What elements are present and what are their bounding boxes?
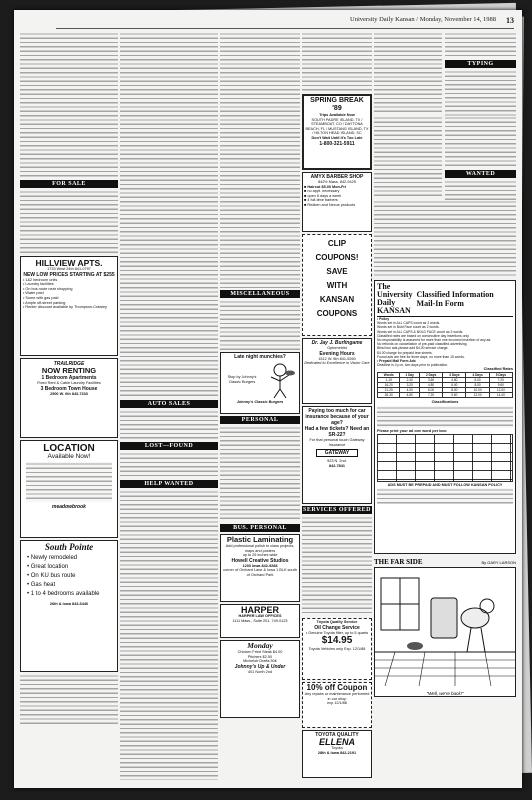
far-side-title: THE FAR SIDE	[374, 558, 423, 566]
hillview-ad	[20, 256, 118, 356]
oil-change-title: Oil Change Service	[314, 624, 360, 631]
section-header-misc: MISCELLANEOUS	[220, 290, 300, 298]
deadline-line: Deadline is 4 p.m. two days prior to publication.	[377, 363, 449, 368]
optometrist-phone: 1512 W. 6th 841-5260	[318, 356, 356, 361]
policy-line: Found ads are free for three days, no more than 15 words.	[377, 354, 465, 359]
optometrist-name: Dr. Jay J. Burlingame	[311, 340, 363, 346]
amyx-item: ■ no appt. necessary	[304, 189, 340, 194]
ellena-phone: 842-2191	[340, 750, 357, 755]
rate-cell: 14.40	[489, 393, 512, 398]
classified-text-block	[374, 32, 442, 112]
section-header-services: SERVICES OFFERED	[303, 507, 371, 513]
spring-break-line: Trips Available Now	[319, 113, 355, 117]
rates-head: 4 Days	[466, 373, 489, 378]
oil-change-sub: • Genuine Toyota filter, up to 5 quarts	[305, 630, 369, 635]
howell-note: corner of Orchard Lane & Iowa 1 BLK south of Orchard Park	[223, 568, 297, 577]
clip-line: COUPONS	[316, 309, 358, 318]
monday-item: Pitchers $2.50	[247, 654, 273, 659]
monday-item: Chicken Fried Steak $4.00	[237, 650, 283, 654]
section-header-personal: PERSONAL	[220, 416, 300, 424]
oil-change-price: $14.95	[321, 635, 353, 647]
rates-head: Words	[378, 373, 400, 378]
location-details	[26, 462, 112, 502]
ellena-logo: ELLENA	[319, 737, 355, 747]
far-side-caption: "Well, we're back!"	[426, 691, 464, 696]
coupon-title: 10% off Coupon	[306, 683, 368, 692]
spring-break-places: SOUTH PADRE ISLAND, TX / STEAMBOAT, CO / DAYTONA BEACH, FL / MUSTANG ISLAND, TX / HILTON HEAD ISLAND, SC	[305, 117, 369, 136]
coupon-exp: exp 12/1/88	[327, 701, 347, 706]
rate-cell: 12.00	[466, 393, 489, 398]
classified-text-block	[20, 32, 118, 178]
toyota-quality-title: TOYOTA QUALITY	[315, 732, 359, 738]
rates-head: 5 Days	[489, 373, 512, 378]
rate-cell: 21-25	[378, 388, 400, 393]
rate-cell: 8.00	[466, 383, 489, 388]
policy-line: Blind box ads-please add $4.00 service charge.	[377, 346, 449, 351]
up-under-logo: Johnny's Up & Under	[234, 663, 286, 670]
ellena-address: 28th & Iowa	[317, 750, 339, 755]
insurance-question: Paying too much for car insurance because of your age?	[305, 408, 369, 426]
classifications-list	[377, 406, 513, 428]
spring-break-cta: Don't Wait Until It's Too Late	[311, 135, 363, 140]
mail-in-address-block	[377, 488, 513, 504]
clip-line: CLIP	[327, 239, 347, 248]
trailridge-ad	[20, 358, 118, 438]
clip-line: COUPONS!	[315, 253, 359, 262]
cartoon-drawing	[375, 568, 515, 686]
kansan-logo: The University Daily KANSAN	[377, 282, 413, 315]
johnnys-logo: Johnny's Classic Burgers	[236, 400, 284, 404]
spring-break-title: SPRING BREAK '89	[310, 97, 364, 112]
classified-text-block	[20, 190, 118, 254]
classified-text-block	[445, 70, 516, 116]
rate-cell: 2.40	[400, 378, 420, 383]
location-ad	[20, 440, 118, 538]
section-header-typing: TYPING	[445, 60, 516, 68]
section-header-wanted: WANTED	[445, 170, 516, 178]
newspaper-page	[14, 10, 522, 788]
hillview-feature: • Water paid	[23, 291, 44, 296]
gateway-phone: 842-7841	[328, 463, 346, 468]
southpointe-ad	[20, 540, 118, 672]
rate-cell: 16-20	[378, 383, 400, 388]
southpointe-item: • Newly remodeled	[27, 555, 78, 561]
section-header-auto-sales: AUTO SALES	[120, 400, 218, 408]
classified-text-block	[445, 32, 516, 58]
ad-entry-prompt: Please print your ad one word per box:	[377, 428, 448, 433]
clip-line: WITH	[326, 281, 348, 290]
spring-break-ad	[302, 94, 372, 170]
rate-cell: 4.80	[400, 393, 420, 398]
section-header-bus-personal: BUS. PERSONAL	[220, 524, 300, 532]
up-under-address: 401 North 2nd	[247, 669, 273, 674]
toyota-brand: Toyota Quality Service	[316, 620, 358, 624]
column-3	[220, 32, 300, 780]
rate-cell: 10.00	[466, 388, 489, 393]
rate-cell: 7.20	[489, 378, 512, 383]
rate-cell: 6.00	[419, 388, 442, 393]
mail-in-title: Classified Information Mail-In Form	[416, 290, 494, 308]
hillview-feature: • Laundry facilities	[23, 282, 54, 287]
clip-line: SAVE	[326, 267, 348, 276]
far-side-cartoon	[374, 567, 516, 697]
southpointe-item: • 1 to 4 bedrooms available	[27, 591, 100, 597]
meadowbrook-logo: meadowbrook	[52, 504, 86, 510]
optometrist-ad	[302, 338, 372, 404]
oil-change-note: Toyota Vehicles only Exp. 12/1/88	[308, 647, 366, 652]
amyx-item: ■ Redken and Nexus products	[304, 202, 356, 207]
monday-title: Monday	[247, 641, 273, 650]
harper-ad	[220, 604, 300, 638]
policy-line: No refunds on cancellation of pre-paid classified advertising.	[377, 342, 468, 347]
trailridge-unit-2: 3 Bedroom Town House	[40, 385, 98, 392]
column-5	[374, 32, 516, 780]
classified-text-block	[302, 516, 372, 616]
section-header-help-wanted: HELP WANTED	[120, 480, 218, 488]
prepaid-line: • Prepaid Mail Form Ads	[377, 359, 416, 364]
amyx-barber-ad	[302, 172, 372, 232]
gateway-address: 923 N. 2nd.	[327, 459, 347, 464]
southpointe-address: 26th & Iowa 843-6446	[49, 602, 89, 606]
classified-text-block	[445, 116, 516, 168]
classified-text-block	[374, 200, 516, 278]
monday-special-ad	[220, 640, 300, 718]
section-header-for-sale: FOR SALE	[20, 180, 118, 188]
southpointe-logo: South Pointe	[44, 542, 94, 552]
classified-text-block	[302, 32, 372, 92]
rate-cell: 3.60	[419, 378, 442, 383]
section-header-lost-found: LOST—FOUND	[120, 442, 218, 450]
southpointe-item: • On KU bus route	[27, 573, 76, 579]
hillview-address: 1733 West 24th 841-0797	[47, 267, 91, 271]
location-subtitle: Available Now!	[47, 453, 91, 460]
classified-text-block	[120, 452, 218, 478]
late-night-title: Late night munchies?	[234, 354, 286, 360]
rate-cell: 26-30	[378, 393, 400, 398]
policy-line: • Policy	[377, 317, 390, 321]
trailridge-unit-1: 1 Bedroom Apartments	[41, 375, 97, 381]
spring-break-phone: 1-800-321-5911	[319, 140, 355, 147]
classified-text-block	[120, 410, 218, 440]
rate-cell: 9.60	[443, 393, 466, 398]
classified-text-block	[445, 180, 516, 200]
amyx-address: 842½ Mass. 842-9425	[318, 180, 356, 184]
laminating-title: Plastic Laminating	[226, 535, 294, 544]
policy-line: Words set in ALL CAPS & BOLD FACE count as 3 words.	[377, 329, 464, 334]
page-number: 13	[506, 16, 514, 25]
mail-in-footer: ADS MUST BE PREPAID AND MUST FOLLOW KANSAN POLICY	[387, 483, 503, 488]
clip-line: KANSAN	[319, 295, 355, 304]
southpointe-item: • Gas heat	[27, 582, 56, 588]
gateway-logo: GATEWAY	[316, 449, 358, 457]
insurance-answer: For that personal touch Gateway Insurance	[309, 438, 365, 447]
rate-cell: 6.00	[466, 378, 489, 383]
policy-line: $4.00 charge for prepaid tear sheets.	[377, 350, 433, 355]
rate-cell: 8.00	[443, 388, 466, 393]
trailridge-unit-1-desc: Fixed Rent & Cable Laundry Facilities	[37, 381, 101, 385]
rate-cell: 7.20	[419, 393, 442, 398]
rates-title: Classified Rates	[483, 367, 513, 372]
classifications-title: Classifications	[431, 400, 459, 405]
policy-line: Words set in ALL CAPS count as 2 words.	[377, 321, 441, 326]
classified-text-block	[220, 32, 300, 288]
howell-address: 1203 Iowa 842-9288	[242, 563, 278, 568]
howell-brand: Howell Creative Studios	[231, 557, 289, 564]
hillview-feature: • 1&2 bedroom units	[23, 277, 58, 282]
rate-cell: 9.60	[489, 383, 512, 388]
rate-cell: 3.20	[400, 383, 420, 388]
laminating-limit: up to 25 inches wide	[242, 553, 278, 558]
late-night-text: Stop by Johnny's Classic Burgers	[227, 375, 257, 384]
location-title: LOCATION	[43, 443, 95, 454]
laminating-sub: Add professional polish to class projects, maps and posters	[225, 544, 295, 553]
column-4	[302, 32, 372, 780]
amyx-item: ■ 4 full-time barbers	[304, 198, 338, 203]
hillview-title: HILLVIEW APTS.	[35, 258, 103, 268]
harper-address: 1111 Mass., Suite 201, 749-0123	[232, 618, 288, 623]
rates-head: 3 Days	[443, 373, 466, 378]
rates-row	[378, 393, 513, 398]
monday-item: Michelob Drafts 50¢	[243, 659, 277, 664]
column-1	[20, 32, 118, 780]
running-header	[56, 16, 514, 29]
hillview-offer: NEW LOW PRICES STARTING AT $255	[23, 271, 115, 278]
insurance-question-2: Had a few tickets? Need an SR-22?	[304, 426, 370, 438]
optometrist-hours: Evening Hours	[319, 350, 355, 357]
ad-entry-grid[interactable]	[377, 434, 513, 482]
rate-cell: 12.00	[489, 388, 512, 393]
toyota-oil-ad	[302, 618, 372, 680]
paper-name-date: University Daily Kansan / Monday, November 14, 1988	[350, 16, 496, 23]
rate-cell: 4.80	[419, 383, 442, 388]
trailridge-address: 2500 W. 6th 843-7333	[50, 391, 88, 396]
optometrist-role: Optometrist	[327, 346, 347, 350]
classified-text-block	[220, 300, 300, 350]
toyota-coupon-ad	[302, 682, 372, 728]
harper-sub: HARPER LAW OFFICES	[238, 614, 282, 618]
far-side-author: By GARY LARSON	[481, 560, 516, 565]
amyx-item: ■ open 6 days a week	[304, 193, 342, 198]
classified-text-block	[20, 674, 118, 724]
toyota-quality-ad	[302, 730, 372, 778]
ellena-line: Toyota	[331, 746, 343, 750]
rate-cell: 1-15	[378, 378, 400, 383]
column-2	[120, 32, 218, 780]
classified-text-block	[120, 490, 218, 780]
rates-head: 2 Days	[419, 373, 442, 378]
classified-text-block	[220, 426, 300, 522]
policy-line: Classified rates are based on consecutive day insertions only.	[377, 333, 470, 338]
hillview-feature: • Renter discount available by Thompson-Crawley	[23, 305, 107, 310]
burger-mascot-icon	[265, 361, 295, 399]
trailridge-logo: TRAILRIDGE	[53, 361, 85, 367]
coupon-sub: Any repairs or maintenance performed in our shop	[304, 692, 370, 701]
policy-line: No responsibility is assumed for more than one incorrect insertion of any ad.	[377, 338, 492, 343]
amyx-offer: ■ Haircut $5.00 Mon-Fri	[304, 184, 346, 189]
rates-head: 1 Day	[400, 373, 420, 378]
hillview-feature: • Some with gas paid	[23, 295, 59, 300]
laminating-ad	[220, 534, 300, 602]
late-night-munchies-ad	[220, 352, 300, 414]
optometrist-tagline: Dedicated to Excellence in Vision Care	[304, 361, 370, 366]
insurance-ad	[302, 406, 372, 504]
hillview-feature: • On bus route near shopping	[23, 286, 73, 291]
hillview-feature: • Ample off-street parking	[23, 300, 66, 305]
trailridge-now-renting: NOW RENTING	[41, 366, 97, 375]
amyx-title: AMYX BARBER SHOP	[310, 174, 364, 180]
classified-text-block	[120, 32, 218, 398]
classified-mail-in-form	[374, 280, 516, 554]
clip-coupons-ad	[302, 234, 372, 336]
harper-title: HARPER	[240, 605, 279, 615]
classified-text-block	[374, 116, 442, 196]
rate-cell: 4.00	[400, 388, 420, 393]
southpointe-item: • Great location	[27, 564, 69, 570]
rate-cell: 6.40	[443, 383, 466, 388]
rates-table	[377, 372, 513, 398]
rate-cell: 4.80	[443, 378, 466, 383]
policy-line: Words set in Bold Face count as 2 words.	[377, 325, 440, 330]
